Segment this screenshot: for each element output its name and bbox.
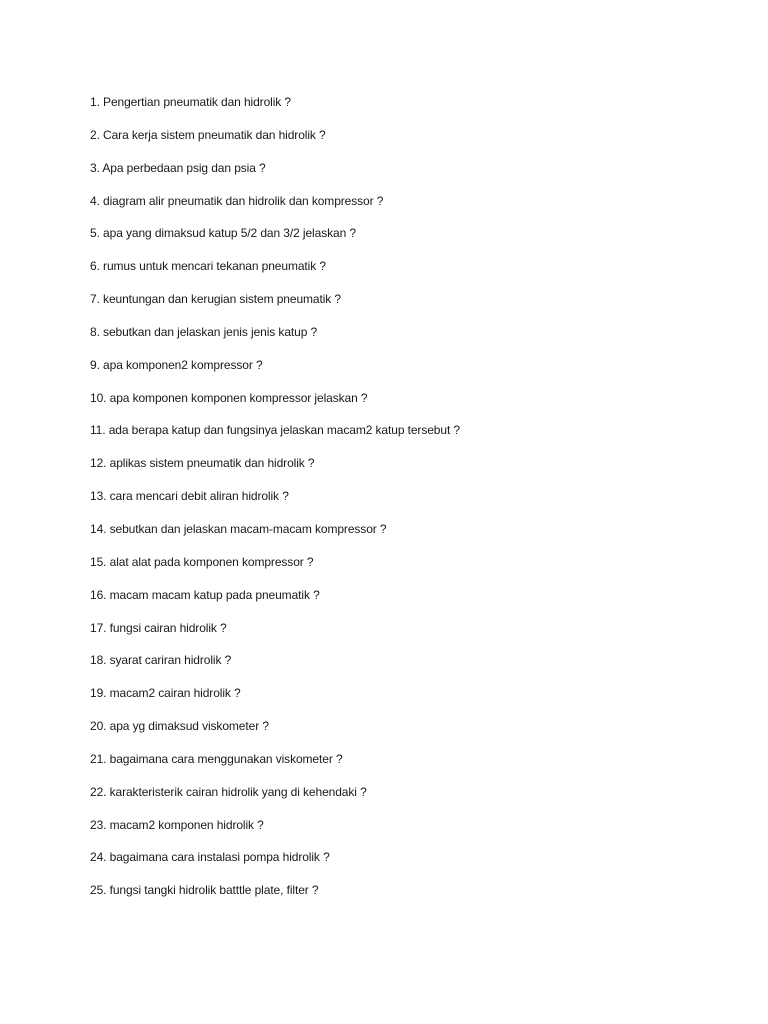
question-item-21: 21. bagaimana cara menggunakan viskometer ? (90, 751, 343, 766)
question-item-14: 14. sebutkan dan jelaskan macam-macam kompressor ? (90, 521, 387, 536)
question-list (90, 92, 460, 913)
question-item-8: 8. sebutkan dan jelaskan jenis jenis katup ? (90, 324, 318, 339)
question-item-20: 20. apa yg dimaksud viskometer ? (90, 719, 269, 734)
question-item-10: 10. apa komponen komponen kompressor jelaskan ? (90, 390, 368, 405)
question-item-4: 4. diagram alir pneumatik dan hidrolik dan kompressor ? (90, 193, 384, 208)
question-item-18: 18. syarat cariran hidrolik ? (90, 653, 232, 668)
question-item-1: 1. Pengertian pneumatik dan hidrolik ? (90, 95, 291, 109)
question-item-11: 11. ada berapa katup dan fungsinya jelaskan macam2 katup tersebut ? (90, 423, 460, 438)
question-item-5: 5. apa yang dimaksud katup 5/2 dan 3/2 jelaskan ? (90, 226, 356, 241)
question-item-3: 3. Apa perbedaan psig dan psia ? (90, 160, 266, 175)
question-item-15: 15. alat alat pada komponen kompressor ? (90, 554, 314, 569)
question-item-17: 17. fungsi cairan hidrolik ? (90, 620, 227, 635)
question-item-13: 13. cara mencari debit aliran hidrolik ? (90, 489, 289, 504)
question-item-12: 12. aplikas sistem pneumatik dan hidrolik ? (90, 456, 315, 471)
question-item-16: 16. macam macam katup pada pneumatik ? (90, 587, 320, 602)
question-item-7: 7. keuntungan dan kerugian sistem pneumatik ? (90, 292, 341, 307)
question-item-24: 24. bagaimana cara instalasi pompa hidrolik ? (90, 850, 330, 865)
question-item-2: 2. Cara kerja sistem pneumatik dan hidrolik ? (90, 127, 326, 142)
question-item-23: 23. macam2 komponen hidrolik ? (90, 817, 264, 832)
question-item-25: 25. fungsi tangki hidrolik batttle plate, filter ? (90, 883, 319, 898)
question-item-9: 9. apa komponen2 kompressor ? (90, 357, 263, 372)
question-item-19: 19. macam2 cairan hidrolik ? (90, 686, 241, 701)
question-item-22: 22. karakteristerik cairan hidrolik yang di kehendaki ? (90, 784, 367, 799)
question-item-6: 6. rumus untuk mencari tekanan pneumatik ? (90, 259, 326, 274)
